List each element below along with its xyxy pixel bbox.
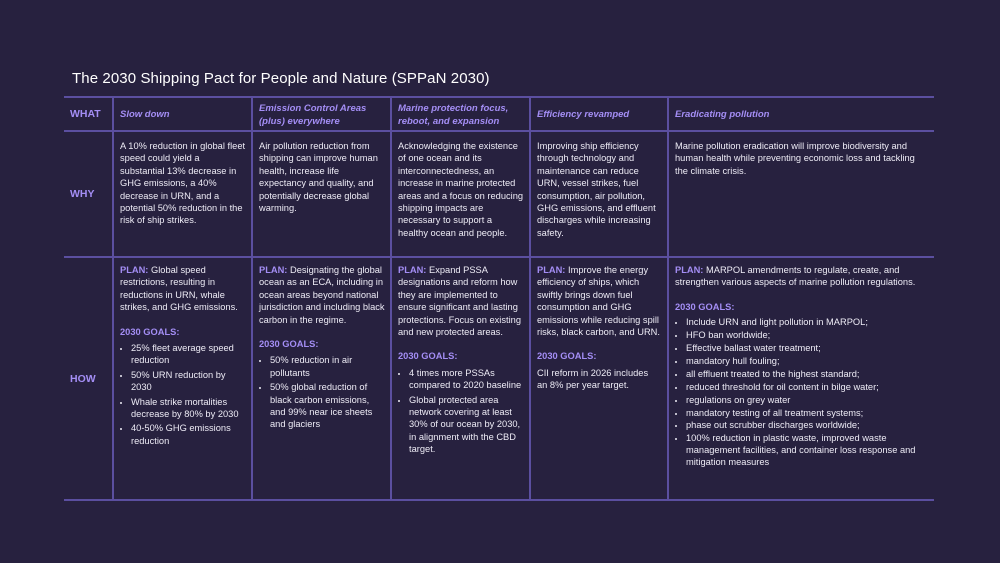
goal-item: • 50% global reduction of black carbon emissions, and 99% near ice sheets and glaciers	[270, 381, 385, 431]
goal-item: • 40-50% GHG emissions reduction	[131, 422, 246, 447]
how-cell-eradicating-pollution	[675, 264, 927, 470]
plan-label: PLAN:	[537, 265, 566, 275]
goal-item: • Include URN and light pollution in MARPOL;	[686, 317, 927, 329]
column-divider	[390, 96, 392, 501]
why-cell-marine-protection: Acknowledging the existence of one ocean and its interconnectedness, an increase in marine protected areas and a focus on reducing shipping impacts are necessary to support a healthy ocean and people.	[398, 141, 524, 238]
header-efficiency-revamped: Efficiency revamped	[537, 109, 630, 120]
goal-item: • Global protected area network covering at least 30% of our ocean by 2030, in alignment with the CBD target.	[409, 394, 524, 456]
goals-label: 2030 GOALS:	[675, 301, 735, 312]
header-eradicating-pollution: Eradicating pollution	[675, 109, 770, 120]
goal-item: • regulations on grey water	[686, 395, 927, 407]
goal-item: • reduced threshold for oil content in bilge water;	[686, 382, 927, 394]
header-slow-down: Slow down	[120, 109, 170, 120]
goals-list	[259, 354, 385, 430]
column-divider	[667, 96, 669, 501]
header-emission-control-areas: Emission Control Areas (plus) everywhere	[259, 103, 367, 127]
goal-item: • phase out scrubber discharges worldwide;	[686, 420, 927, 432]
goal-item: • HFO ban worldwide;	[686, 330, 927, 342]
column-divider	[529, 96, 531, 501]
table-rule-why	[64, 256, 934, 258]
plan-text: Designating the global ocean as an ECA, including in ocean areas beyond national jurisdiction and including black carbon in the regime.	[259, 265, 385, 325]
plan-text: Expand PSSA designations and reform how they are implemented to ensure significant and lasting protections. Focus on existing and new protected areas.	[398, 265, 521, 338]
plan-text: MARPOL amendments to regulate, create, and strengthen various aspects of marine pollution regulations.	[675, 265, 916, 288]
goal-item: • all effluent treated to the highest standard;	[686, 369, 927, 381]
how-cell-emission-control-areas	[259, 264, 385, 433]
pact-table	[64, 96, 934, 501]
table-rule-what	[64, 130, 934, 132]
goals-text: CII reform in 2026 includes an 8% per year target.	[537, 367, 649, 391]
goal-item: • 50% URN reduction by 2030	[131, 369, 246, 394]
plan-label: PLAN:	[259, 265, 288, 275]
goals-label: 2030 GOALS:	[537, 351, 597, 362]
goal-item: • Effective ballast water treatment;	[686, 343, 927, 355]
plan-text: Global speed restrictions, resulting in reductions in URN, whale strikes, and GHG emissions.	[120, 265, 238, 313]
goals-list	[398, 367, 524, 456]
goal-item: • 100% reduction in plastic waste, improved waste management facilities, and container loss response and mitigation measures	[686, 433, 927, 469]
goals-list	[675, 317, 927, 469]
goals-label: 2030 GOALS:	[120, 326, 180, 337]
how-cell-efficiency-revamped	[537, 264, 661, 392]
goal-item: • 50% reduction in air pollutants	[270, 354, 385, 379]
row-label-how: HOW	[70, 373, 96, 385]
row-label-what: WHAT	[70, 108, 101, 120]
page-title: The 2030 Shipping Pact for People and Nature (SPPaN 2030)	[72, 70, 490, 87]
goal-item: • 25% fleet average speed reduction	[131, 342, 246, 367]
row-label-why: WHY	[70, 188, 95, 200]
column-divider	[251, 96, 253, 501]
plan-label: PLAN:	[120, 265, 149, 275]
goals-list	[120, 342, 246, 447]
goals-label: 2030 GOALS:	[398, 351, 458, 362]
why-cell-emission-control-areas: Air pollution reduction from shipping can improve human health, increase life expectancy and quality, and potentially decrease global warming.	[259, 141, 378, 214]
goals-label: 2030 GOALS:	[259, 339, 319, 350]
plan-label: PLAN:	[675, 265, 704, 275]
table-rule-top	[64, 96, 934, 98]
why-cell-slow-down: A 10% reduction in global fleet speed could yield a substantial 13% decrease in GHG emissions, a 40% decrease in URN, and a potential 50% reduction in the risk of ship strikes.	[120, 141, 246, 226]
header-marine-protection: Marine protection focus, reboot, and expansion	[398, 103, 509, 127]
column-divider	[112, 96, 114, 501]
why-cell-eradicating-pollution: Marine pollution eradication will improve biodiversity and human health while preventing economic loss and tackling the climate crisis.	[675, 141, 915, 176]
goal-item: • mandatory hull fouling;	[686, 356, 927, 368]
goal-item: • mandatory testing of all treatment systems;	[686, 408, 927, 420]
goal-item: • Whale strike mortalities decrease by 80% by 2030	[131, 396, 246, 421]
goal-item: • 4 times more PSSAs compared to 2020 baseline	[409, 367, 524, 392]
table-rule-bottom	[64, 499, 934, 501]
how-cell-marine-protection	[398, 264, 524, 458]
how-cell-slow-down	[120, 264, 246, 449]
plan-text: Improve the energy efficiency of ships, which swiftly brings down fuel consumption and GHG emissions while reducing spill risks, black carbon, and URN.	[537, 265, 660, 338]
why-cell-efficiency-revamped: Improving ship efficiency through technology and maintenance can reduce URN, vessel strikes, fuel consumption, air pollution, GHG emissions, and effluent discharges while increasing safety.	[537, 141, 656, 238]
plan-label: PLAN:	[398, 265, 427, 275]
